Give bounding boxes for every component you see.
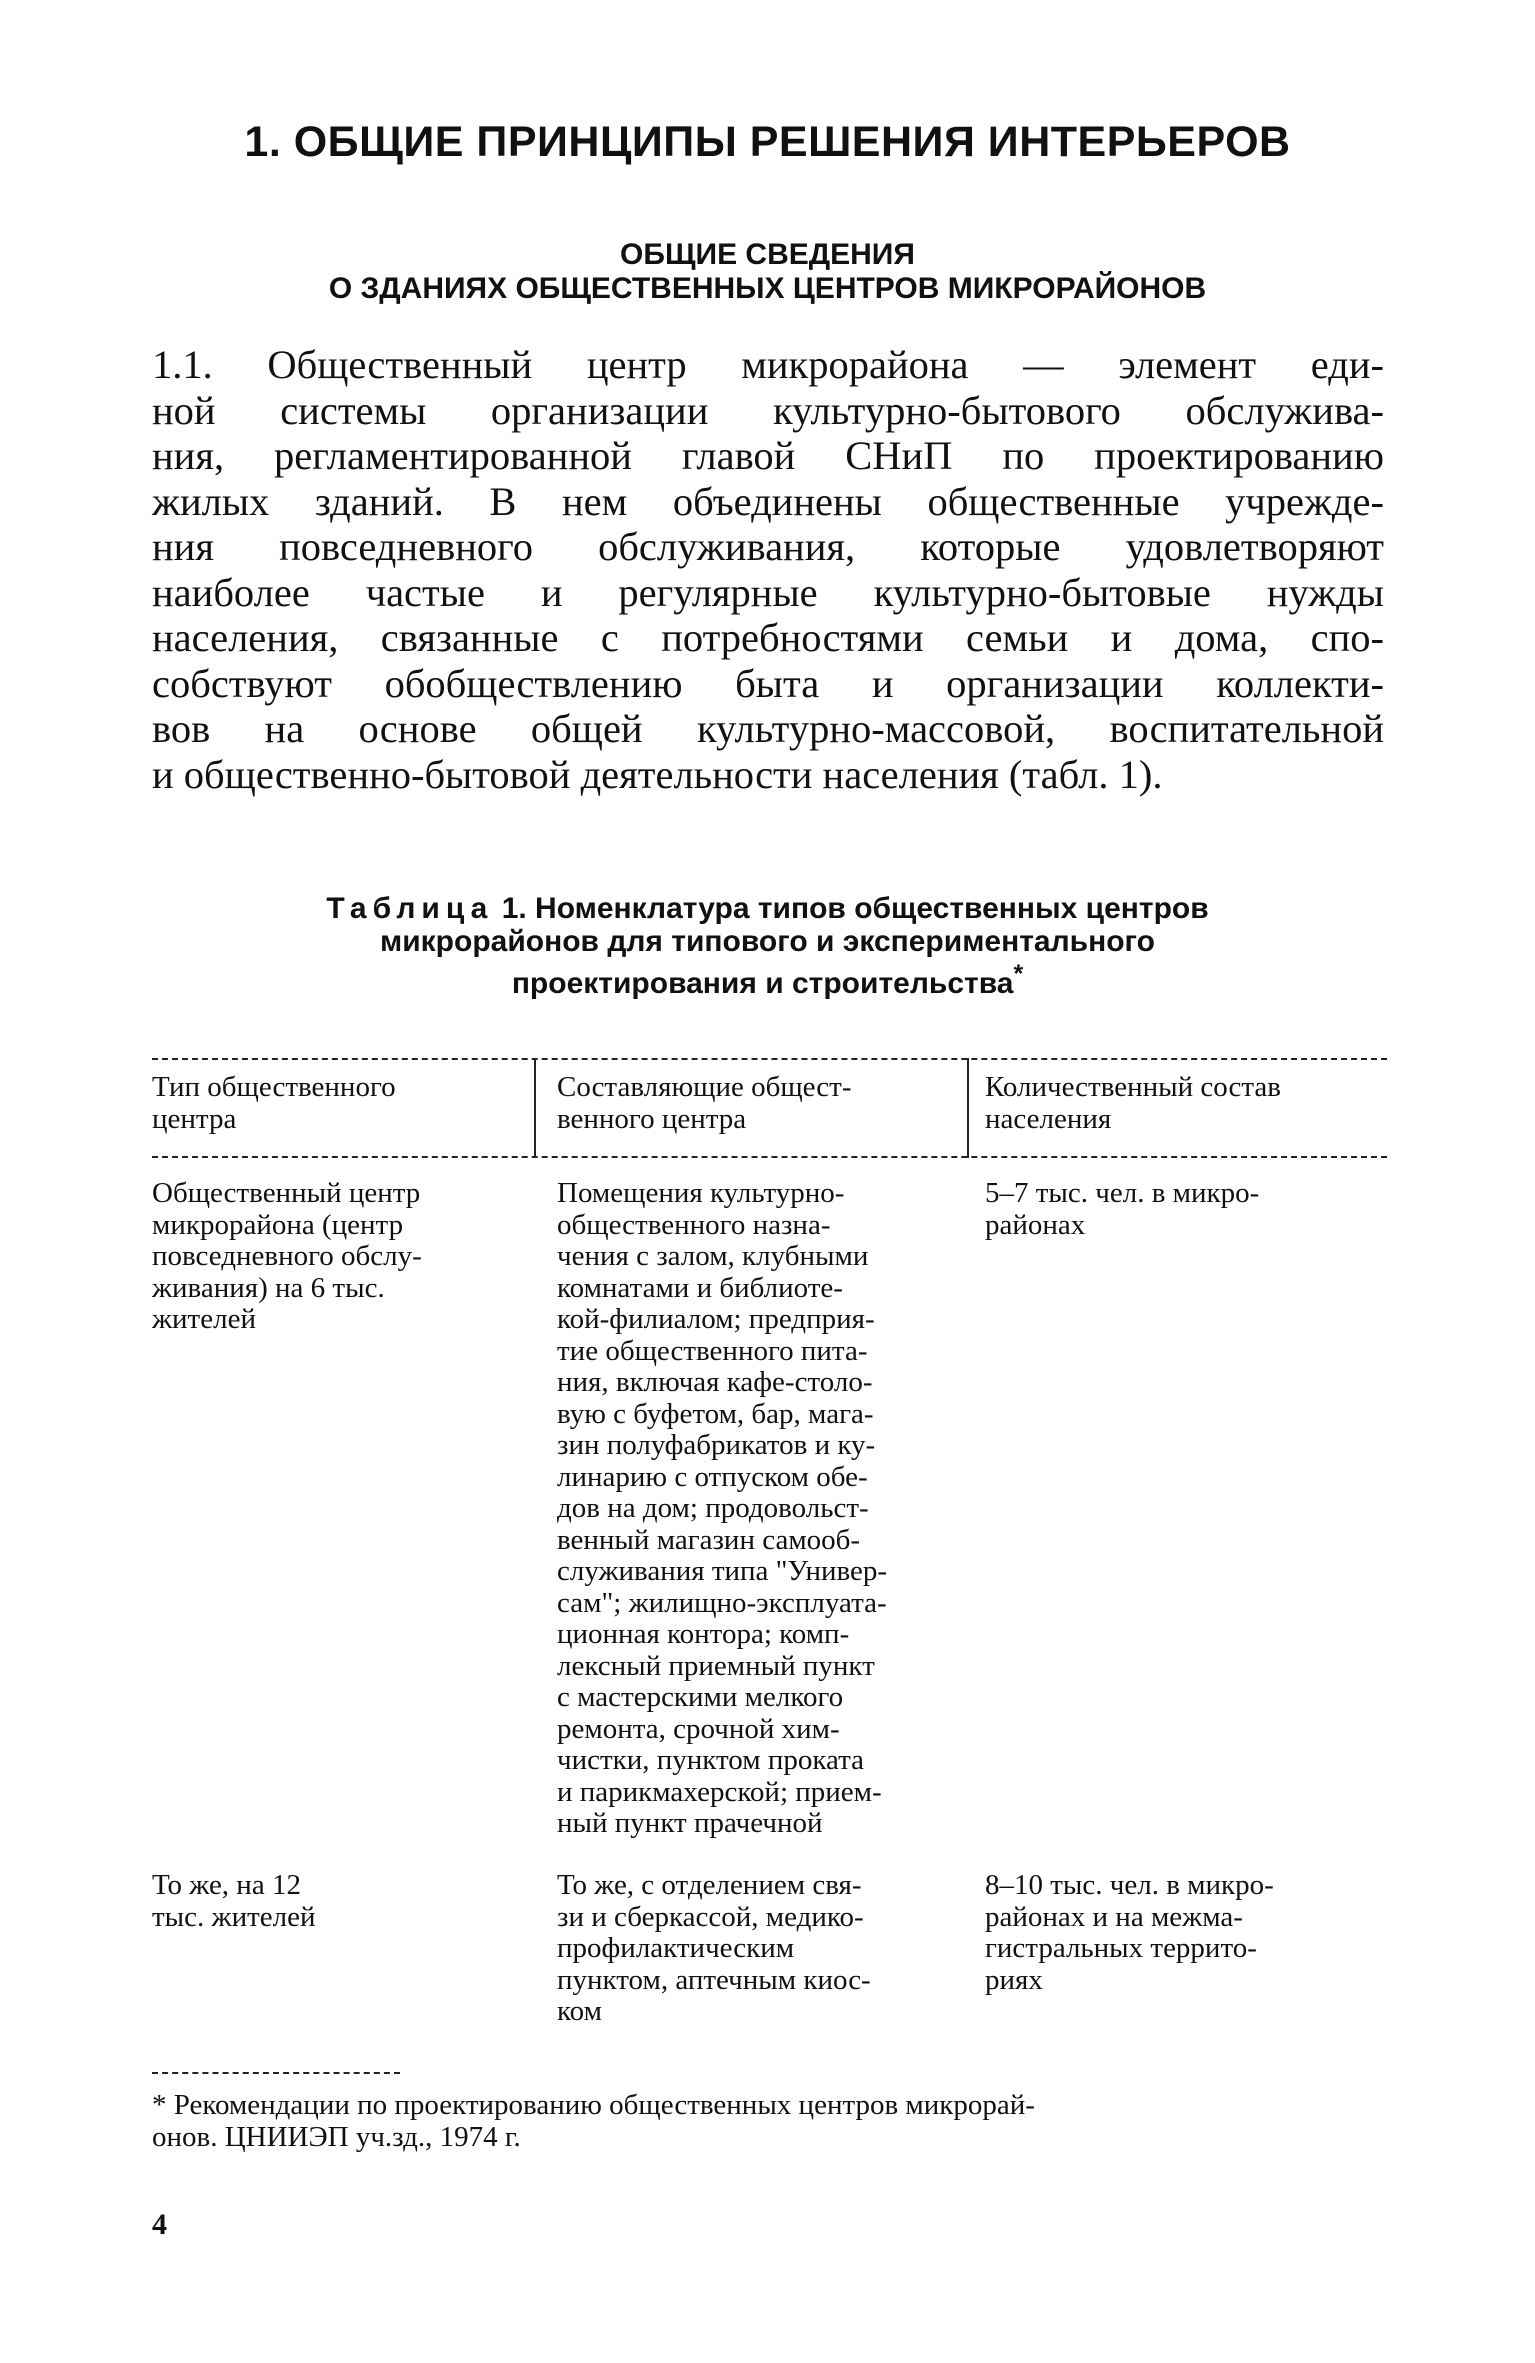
paragraph-line: вов на основе общей культурно-массовой, воспитательной [152,706,1384,751]
paragraph-line: ния, регламентированной главой СНиП по проектированию [152,433,1384,478]
body-paragraph [152,342,1384,797]
section-title [0,238,1535,306]
table-top-rule [152,1058,1387,1060]
paragraph-line: ния повседневного обслуживания, которые удовлетворяют [152,524,1384,569]
paragraph-line: собствуют обобществлению быта и организации коллекти- [152,660,1384,706]
table-cell-population: 8–10 тыс. чел. в микро- районах и на межма- гистральных террито- риях [985,1869,1274,1996]
footnote-rule [152,2072,400,2074]
chapter-title: 1. ОБЩИЕ ПРИНЦИПЫ РЕШЕНИЯ ИНТЕРЬЕРОВ [244,118,1291,166]
section-title-line: ОБЩИЕ СВЕДЕНИЯ [620,238,915,271]
table-header-type: Тип общественного центра [152,1071,396,1135]
section-title-line: О ЗДАНИЯХ ОБЩЕСТВЕННЫХ ЦЕНТРОВ МИКРОРАЙОНОВ [328,272,1207,305]
paragraph-line: и общественно-бытовой деятельности населения (табл. 1). [152,751,1163,797]
table-cell-population: 5–7 тыс. чел. в микро- районах [985,1177,1260,1241]
footnote-line: * Рекомендации по проектированию общественных центров микрорай- [152,2089,1035,2121]
table-header-rule [152,1156,1387,1158]
table-caption-line: проектирования и строительства [511,967,1014,1000]
footnote [152,2089,1035,2153]
footnote-line: онов. ЦНИИЭП уч.зд., 1974 г. [152,2121,521,2153]
table-caption-line: 1. Номенклатура типов общественных центров [501,892,1209,925]
table-column-divider [967,1058,969,1158]
table-cell-components: То же, с отделением свя- зи и сберкассой, медико- профилактическим пунктом, аптечным киос- ком [557,1869,871,2027]
table-header-components: Составляющие общест- венного центра [557,1071,852,1135]
table-header-population: Количественный состав населения [985,1071,1281,1135]
paragraph-line: населения, связанные с потребностями семьи и дома, спо- [152,615,1384,660]
paragraph-line: 1.1. Общественный центр микрорайона — элемент еди- [152,342,1384,387]
table-cell-type: То же, на 12 тыс. жителей [152,1869,316,1933]
footnote-marker: * [1013,960,1024,988]
table-caption [0,892,1535,1000]
paragraph-line: ной системы организации культурно-бытового обслужива- [152,387,1384,433]
page-number: 4 [152,2208,167,2241]
paragraph-line: жилых зданий. В нем объединены общественные учрежде- [152,478,1384,524]
table-caption-line: микрорайонов для типового и экспериментального [380,925,1155,958]
table-column-divider [534,1058,536,1158]
table-cell-components: Помещения культурно- общественного назна- чения с залом, клубными комнатами и библиоте- кой-филиалом; предприя- тие общественного пита- ния, включая кафе-столо- вую с буфетом, бар, мага- зин полуфабрикатов и ку- линарию с отпуском обе- дов на дом; продовольст- венный магазин самооб- служивания типа "Универ- сам"; жилищно-эксплуата- ционная контора; комп- лексный приемный пункт с мастерскими мелкого ремонта, срочной хим- чистки, пунктом проката и парикмахерской; прием- ный пункт прачечной [557,1177,888,1839]
table-caption-label: Таблица [326,892,494,925]
table-cell-type: Общественный центр микрорайона (центр повседневного обслу- живания) на 6 тыс. жителей [152,1177,422,1335]
paragraph-line: наиболее частые и регулярные культурно-бытовые нужды [152,569,1384,615]
